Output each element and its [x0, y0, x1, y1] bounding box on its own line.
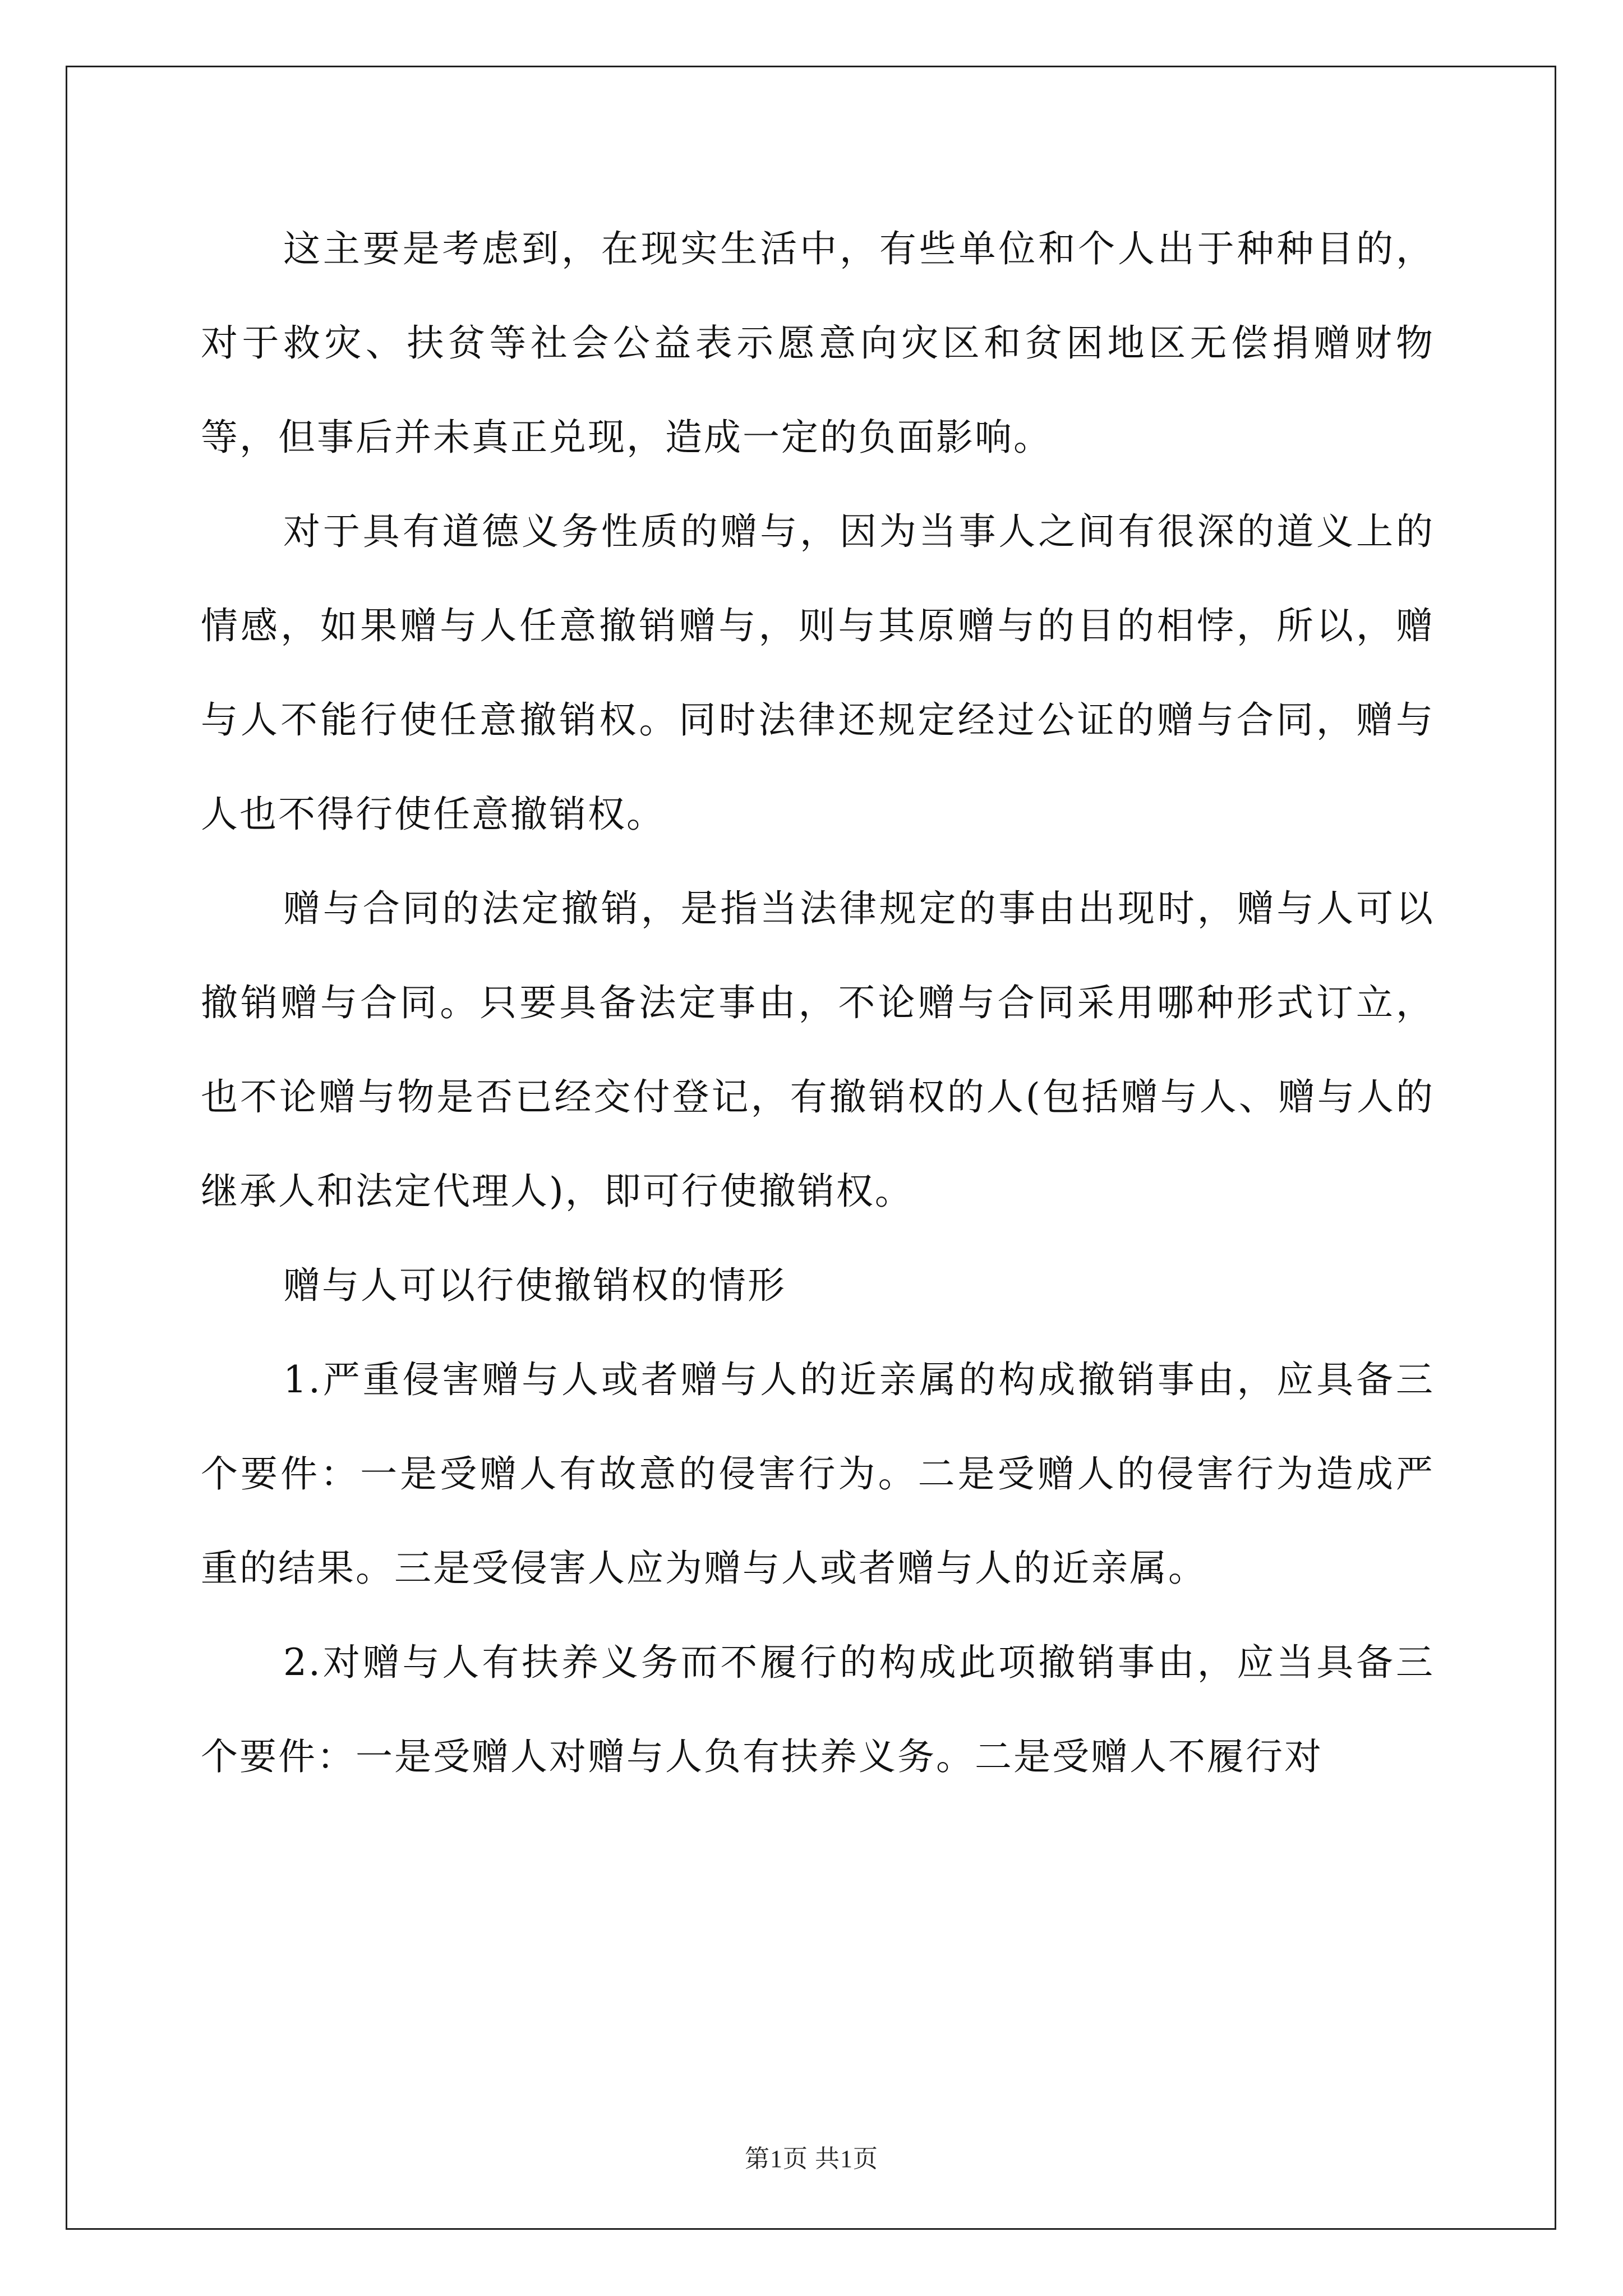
page-number-footer: 第1页 共1页 — [745, 2145, 878, 2173]
paragraph-3: 赠与合同的法定撤销，是指当法律规定的事由出现时，赠与人可以撤销赠与合同。只要具备法定事由，不论赠与合同采用哪种形式订立，也不论赠与物是否已经交付登记，有撤销权的人(包括赠与人、赠与人的继承人和法定代理人)，即可行使撤销权。 — [201, 887, 1435, 1213]
paragraph-item-2: 2.对赠与人有扶养义务而不履行的构成此项撤销事由，应当具备三个要件：一是受赠人对赠与人负有扶养义务。二是受赠人不履行对 — [201, 1641, 1435, 1778]
paragraph-2: 对于具有道德义务性质的赠与，因为当事人之间有很深的道义上的情感，如果赠与人任意撤销赠与，则与其原赠与的目的相悖，所以，赠与人不能行使任意撤销权。同时法律还规定经过公证的赠与合同，赠与人也不得行使任意撤销权。 — [201, 510, 1435, 836]
paragraph-heading: 赠与人可以行使撤销权的情形 — [283, 1264, 786, 1307]
paragraph-item-1: 1.严重侵害赠与人或者赠与人的近亲属的构成撤销事由，应具备三个要件：一是受赠人有故意的侵害行为。二是受赠人的侵害行为造成严重的结果。三是受侵害人应为赠与人或者赠与人的近亲属。 — [201, 1358, 1435, 1590]
paragraph-1: 这主要是考虑到，在现实生活中，有些单位和个人出于种种目的，对于救灾、扶贫等社会公益表示愿意向灾区和贫困地区无偿捐赠财物等，但事后并未真正兑现，造成一定的负面影响。 — [201, 227, 1435, 459]
document-body — [201, 202, 1435, 1804]
